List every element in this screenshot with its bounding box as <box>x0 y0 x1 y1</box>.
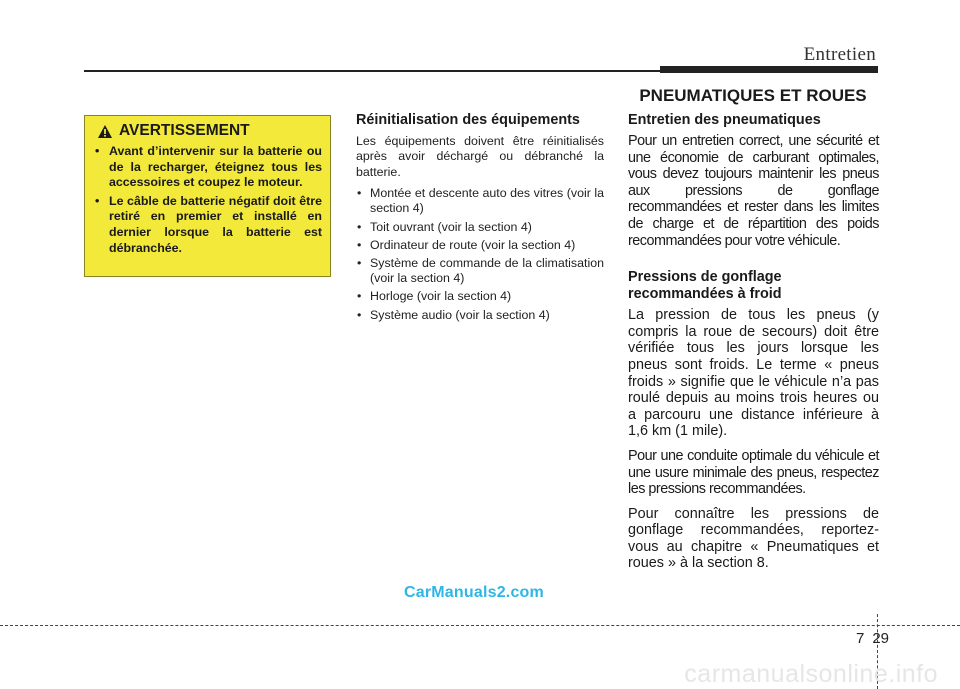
header-rule-thin <box>84 70 662 72</box>
chapter-number: 7 <box>856 630 865 647</box>
cold-pressure-heading-line1: Pressions de gonflage <box>628 269 782 286</box>
cold-pressure-heading <box>628 269 879 303</box>
reset-heading: Réinitialisation des équipements <box>356 112 580 128</box>
tire-care-paragraph: Pour un entretien correct, une sécurité et une économie de carburant optimales, vous devez toujours maintenir les pneus aux pressions de gonflage recommandées et rester dans les limites de charge et de répartition des poids recommandées pour votre véhicule. <box>628 133 879 249</box>
warning-item: • Avant d’intervenir sur la batterie ou de la recharger, éteignez tous les accessoires et coupez le moteur. <box>93 144 322 191</box>
warning-list <box>93 144 322 256</box>
warning-title: AVERTISSEMENT <box>119 122 250 139</box>
spacer <box>628 257 879 269</box>
list-item: • Toit ouvrant (voir la section 4) <box>356 220 604 235</box>
reset-intro: Les équipements doivent être réinitialisés après avoir déchargé ou débranché la batterie. <box>356 134 604 179</box>
list-item: • Ordinateur de route (voir la section 4) <box>356 238 604 253</box>
right-column <box>628 112 879 580</box>
optimal-driving-paragraph: Pour une conduite optimale du véhicule et une usure minimale des pneus, respectez les pressions recommandées. <box>628 447 879 498</box>
warning-box <box>84 115 331 277</box>
list-item: • Système de commande de la climatisation (voir la section 4) <box>356 256 604 286</box>
page-number <box>856 630 889 647</box>
cold-pressure-heading-line2: recommandées à froid <box>628 286 782 303</box>
watermark[interactable]: CarManuals2.com <box>404 584 544 601</box>
cold-pressure-paragraph: La pression de tous les pneus (y compris la roue de secours) doit être vérifiée tous les jours lorsque les pneus sont froids. Le terme « pneus froids » signifie que le véhicule n’a pas roulé depuis au moins trois heures ou a parcouru une distance inférieure à 1,6 km (1 mile). <box>628 307 879 440</box>
header-rule-thick <box>660 66 878 73</box>
block-title: PNEUMATIQUES ET ROUES <box>639 86 867 105</box>
middle-column <box>356 112 604 326</box>
list-item: • Horloge (voir la section 4) <box>356 289 604 304</box>
reset-list <box>356 186 604 323</box>
list-item: • Système audio (voir la section 4) <box>356 308 604 323</box>
list-item: • Montée et descente auto des vitres (voir la section 4) <box>356 186 604 216</box>
warning-item: • Le câble de batterie négatif doit être retiré en premier et installé en dernier lorsque la batterie est débranchée. <box>93 194 322 256</box>
see-section-paragraph: Pour connaître les pressions de gonflage recommandées, reportez-vous au chapitre « Pneumatiques et roues » à la section 8. <box>628 505 879 572</box>
page-number-value: 29 <box>872 630 890 647</box>
site-mark: carmanualsonline.info <box>684 660 938 688</box>
warning-header <box>97 122 322 140</box>
warning-triangle-icon <box>97 124 113 139</box>
section-title: Entretien <box>803 44 876 65</box>
footer-dashed-line <box>0 625 960 626</box>
tire-care-heading: Entretien des pneumatiques <box>628 112 821 128</box>
